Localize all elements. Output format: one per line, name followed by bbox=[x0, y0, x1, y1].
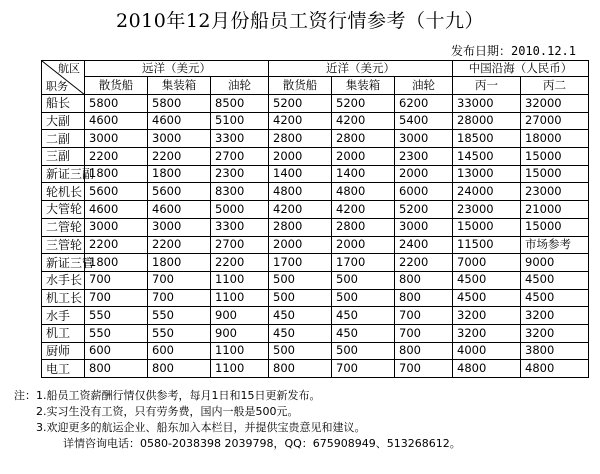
wage-cell: 5600 bbox=[148, 183, 211, 201]
wage-cell: 5600 bbox=[85, 183, 148, 201]
wage-cell: 1800 bbox=[85, 254, 148, 272]
wage-cell: 1800 bbox=[85, 165, 148, 183]
wage-cell: 13000 bbox=[453, 165, 521, 183]
wage-table bbox=[41, 60, 589, 378]
wage-cell: 700 bbox=[332, 360, 395, 378]
notes-label: 注： bbox=[14, 389, 36, 402]
table-row bbox=[42, 342, 589, 360]
wage-cell: 3000 bbox=[148, 130, 211, 148]
wage-cell: 5400 bbox=[395, 112, 453, 130]
wage-cell: 4800 bbox=[521, 360, 589, 378]
wage-cell: 4600 bbox=[85, 112, 148, 130]
wage-cell: 市场参考 bbox=[521, 236, 589, 254]
wage-cell: 1800 bbox=[148, 254, 211, 272]
wage-cell: 15000 bbox=[453, 218, 521, 236]
wage-cell: 3200 bbox=[453, 307, 521, 325]
wage-cell: 800 bbox=[85, 360, 148, 378]
subheader-cell: 丙一 bbox=[453, 77, 521, 95]
wage-cell: 700 bbox=[148, 271, 211, 289]
wage-cell: 800 bbox=[395, 289, 453, 307]
wage-cell: 500 bbox=[332, 289, 395, 307]
wage-cell: 4500 bbox=[453, 289, 521, 307]
subheader-cell: 集装箱 bbox=[332, 77, 395, 95]
position-cell: 大副 bbox=[42, 112, 85, 130]
wage-cell: 1100 bbox=[211, 342, 269, 360]
wage-cell: 5200 bbox=[332, 95, 395, 113]
wage-cell: 550 bbox=[85, 307, 148, 325]
wage-cell: 800 bbox=[395, 342, 453, 360]
wage-cell: 2200 bbox=[85, 148, 148, 166]
table-row bbox=[42, 112, 589, 130]
wage-cell: 4600 bbox=[148, 112, 211, 130]
table-row bbox=[42, 254, 589, 272]
wage-cell: 21000 bbox=[521, 201, 589, 219]
table-row bbox=[42, 271, 589, 289]
subheader-cell: 散货船 bbox=[269, 77, 332, 95]
wage-cell: 3300 bbox=[211, 130, 269, 148]
subheader-cell: 油轮 bbox=[211, 77, 269, 95]
wage-cell: 4500 bbox=[521, 271, 589, 289]
wage-cell: 5200 bbox=[395, 201, 453, 219]
wage-cell: 1700 bbox=[269, 254, 332, 272]
corner-position-label: 职务 bbox=[46, 80, 68, 93]
note-item: 1.船员工资薪酬行情仅供参考，每月1日和15日更新发布。 bbox=[36, 389, 321, 402]
wage-cell: 3000 bbox=[395, 218, 453, 236]
wage-cell: 450 bbox=[269, 307, 332, 325]
wage-cell: 700 bbox=[85, 289, 148, 307]
corner-route-label: 航区 bbox=[58, 62, 80, 75]
wage-cell: 450 bbox=[269, 324, 332, 342]
wage-cell: 1400 bbox=[269, 165, 332, 183]
wage-cell: 3200 bbox=[521, 307, 589, 325]
position-cell: 三管轮 bbox=[42, 236, 85, 254]
wage-cell: 2800 bbox=[269, 130, 332, 148]
subheader-cell: 散货船 bbox=[85, 77, 148, 95]
wage-cell: 2200 bbox=[148, 148, 211, 166]
wage-cell: 2200 bbox=[395, 254, 453, 272]
wage-cell: 2800 bbox=[332, 130, 395, 148]
wage-cell: 2000 bbox=[332, 236, 395, 254]
subheader-cell: 丙二 bbox=[521, 77, 589, 95]
position-cell: 轮机长 bbox=[42, 183, 85, 201]
wage-cell: 33000 bbox=[453, 95, 521, 113]
table-row bbox=[42, 289, 589, 307]
wage-cell: 5200 bbox=[269, 95, 332, 113]
wage-cell: 3000 bbox=[395, 130, 453, 148]
contact-info: 详情咨询电话：0580-2038398 2039798，QQ：675908949、513268612。 bbox=[63, 437, 461, 450]
position-cell: 新证三副 bbox=[42, 165, 85, 183]
wage-cell: 15000 bbox=[521, 148, 589, 166]
wage-cell: 32000 bbox=[521, 95, 589, 113]
position-cell: 大管轮 bbox=[42, 201, 85, 219]
table-row bbox=[42, 307, 589, 325]
wage-cell: 2400 bbox=[395, 236, 453, 254]
wage-cell: 24000 bbox=[453, 183, 521, 201]
wage-cell: 11500 bbox=[453, 236, 521, 254]
wage-cell: 1800 bbox=[148, 165, 211, 183]
wage-cell: 5800 bbox=[148, 95, 211, 113]
table-row bbox=[42, 183, 589, 201]
position-cell: 厨师 bbox=[42, 342, 85, 360]
note-item: 2.实习生没有工资，只有劳务费，国内一般是500元。 bbox=[36, 405, 299, 418]
wage-cell: 700 bbox=[395, 307, 453, 325]
wage-cell: 2200 bbox=[211, 254, 269, 272]
wage-cell: 500 bbox=[332, 342, 395, 360]
wage-cell: 900 bbox=[211, 307, 269, 325]
wage-cell: 2700 bbox=[211, 148, 269, 166]
table-row bbox=[42, 360, 589, 378]
wage-cell: 600 bbox=[148, 342, 211, 360]
table-row bbox=[42, 148, 589, 166]
position-cell: 船长 bbox=[42, 95, 85, 113]
wage-cell: 1100 bbox=[211, 289, 269, 307]
wage-cell: 900 bbox=[211, 324, 269, 342]
publish-date-label: 发布日期： bbox=[450, 44, 511, 58]
publish-date-value: 2010.12.1 bbox=[510, 44, 576, 58]
wage-cell: 800 bbox=[148, 360, 211, 378]
wage-cell: 4200 bbox=[332, 112, 395, 130]
position-cell: 机工 bbox=[42, 324, 85, 342]
group-header-china-coastal: 中国沿海（人民币） bbox=[453, 61, 589, 77]
wage-cell: 15000 bbox=[521, 218, 589, 236]
notes-section bbox=[14, 388, 461, 452]
wage-cell: 3000 bbox=[85, 130, 148, 148]
wage-cell: 2700 bbox=[211, 236, 269, 254]
wage-cell: 700 bbox=[85, 271, 148, 289]
note-item: 3.欢迎更多的航运企业、船东加入本栏目，并提供宝贵意见和建议。 bbox=[36, 421, 366, 434]
wage-cell: 2000 bbox=[332, 148, 395, 166]
wage-cell: 700 bbox=[395, 360, 453, 378]
wage-cell: 27000 bbox=[521, 112, 589, 130]
wage-cell: 550 bbox=[148, 307, 211, 325]
wage-cell: 800 bbox=[269, 360, 332, 378]
subheader-cell: 油轮 bbox=[395, 77, 453, 95]
wage-cell: 550 bbox=[148, 324, 211, 342]
wage-cell: 4500 bbox=[521, 289, 589, 307]
group-header-near-sea: 近洋（美元） bbox=[269, 61, 453, 77]
wage-cell: 8300 bbox=[211, 183, 269, 201]
wage-cell: 4000 bbox=[453, 342, 521, 360]
position-cell: 新证三管 bbox=[42, 254, 85, 272]
wage-cell: 2800 bbox=[332, 218, 395, 236]
wage-cell: 4200 bbox=[269, 112, 332, 130]
wage-cell: 5100 bbox=[211, 112, 269, 130]
table-corner-header bbox=[42, 61, 85, 95]
position-cell: 机工长 bbox=[42, 289, 85, 307]
wage-cell: 5800 bbox=[85, 95, 148, 113]
wage-cell: 7000 bbox=[453, 254, 521, 272]
position-cell: 三副 bbox=[42, 148, 85, 166]
wage-cell: 18500 bbox=[453, 130, 521, 148]
wage-cell: 2000 bbox=[395, 165, 453, 183]
wage-cell: 1100 bbox=[211, 271, 269, 289]
position-cell: 水手长 bbox=[42, 271, 85, 289]
wage-cell: 3200 bbox=[453, 324, 521, 342]
position-cell: 二副 bbox=[42, 130, 85, 148]
wage-cell: 3300 bbox=[211, 218, 269, 236]
wage-cell: 500 bbox=[269, 289, 332, 307]
wage-cell: 6000 bbox=[395, 183, 453, 201]
wage-cell: 8500 bbox=[211, 95, 269, 113]
wage-cell: 1400 bbox=[332, 165, 395, 183]
table-row bbox=[42, 201, 589, 219]
wage-cell: 2300 bbox=[395, 148, 453, 166]
wage-cell: 18000 bbox=[521, 130, 589, 148]
wage-cell: 15000 bbox=[521, 165, 589, 183]
wage-cell: 700 bbox=[148, 289, 211, 307]
wage-cell: 500 bbox=[269, 271, 332, 289]
wage-cell: 500 bbox=[332, 271, 395, 289]
wage-cell: 450 bbox=[332, 307, 395, 325]
wage-cell: 600 bbox=[85, 342, 148, 360]
wage-cell: 14500 bbox=[453, 148, 521, 166]
wage-cell: 3200 bbox=[521, 324, 589, 342]
wage-cell: 6200 bbox=[395, 95, 453, 113]
wage-cell: 4600 bbox=[85, 201, 148, 219]
wage-cell: 700 bbox=[395, 324, 453, 342]
publish-date bbox=[451, 42, 576, 59]
wage-cell: 500 bbox=[269, 342, 332, 360]
wage-cell: 5000 bbox=[211, 201, 269, 219]
wage-cell: 2000 bbox=[269, 236, 332, 254]
wage-cell: 1700 bbox=[332, 254, 395, 272]
wage-cell: 3000 bbox=[85, 218, 148, 236]
page-title: 2010年12月份船员工资行情参考（十九） bbox=[115, 10, 485, 32]
wage-cell: 4800 bbox=[269, 183, 332, 201]
wage-cell: 4200 bbox=[332, 201, 395, 219]
position-cell: 二管轮 bbox=[42, 218, 85, 236]
table-row bbox=[42, 165, 589, 183]
position-cell: 电工 bbox=[42, 360, 85, 378]
subheader-cell: 集装箱 bbox=[148, 77, 211, 95]
wage-cell: 4500 bbox=[453, 271, 521, 289]
wage-cell: 23000 bbox=[521, 183, 589, 201]
wage-cell: 2300 bbox=[211, 165, 269, 183]
wage-cell: 4800 bbox=[453, 360, 521, 378]
wage-cell: 2000 bbox=[269, 148, 332, 166]
table-row bbox=[42, 130, 589, 148]
group-header-ocean: 远洋（美元） bbox=[85, 61, 269, 77]
table-row bbox=[42, 236, 589, 254]
wage-cell: 4800 bbox=[332, 183, 395, 201]
wage-cell: 4600 bbox=[148, 201, 211, 219]
wage-cell: 1100 bbox=[211, 360, 269, 378]
wage-cell: 4200 bbox=[269, 201, 332, 219]
wage-cell: 2200 bbox=[148, 236, 211, 254]
wage-cell: 450 bbox=[332, 324, 395, 342]
wage-cell: 3800 bbox=[521, 342, 589, 360]
table-row bbox=[42, 324, 589, 342]
table-row bbox=[42, 95, 589, 113]
wage-cell: 2800 bbox=[269, 218, 332, 236]
table-row bbox=[42, 218, 589, 236]
wage-cell: 550 bbox=[85, 324, 148, 342]
wage-cell: 2200 bbox=[85, 236, 148, 254]
wage-cell: 3000 bbox=[148, 218, 211, 236]
position-cell: 水手 bbox=[42, 307, 85, 325]
wage-cell: 28000 bbox=[453, 112, 521, 130]
wage-cell: 9000 bbox=[521, 254, 589, 272]
wage-cell: 23000 bbox=[453, 201, 521, 219]
wage-cell: 800 bbox=[395, 271, 453, 289]
